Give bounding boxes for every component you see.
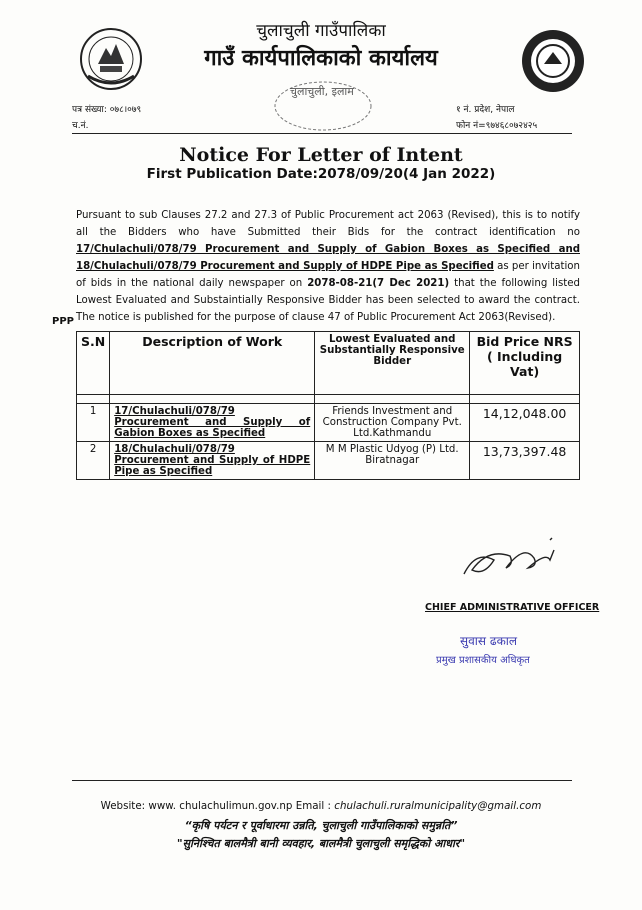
- org-name: चुलाचुली गाउँपालिका: [256, 21, 386, 41]
- row-bidder: M M Plastic Udyog (P) Ltd. Biratnagar: [315, 442, 470, 480]
- office-place: चुलाचुली, इलाम: [290, 85, 354, 98]
- office-name: गाउँ कार्यपालिकाको कार्यालय: [204, 46, 438, 71]
- signatory-title: प्रमुख प्रशासकीय अधिकृत: [436, 655, 530, 666]
- signature-image: [454, 530, 564, 586]
- invitation-date: 2078-08-21(7 Dec 2021): [307, 278, 450, 289]
- header-work: Description of Work: [110, 332, 315, 395]
- reference-number: च.नं.: [72, 121, 89, 131]
- province: १ नं. प्रदेश, नेपाल: [456, 105, 515, 115]
- notice-title: Notice For Letter of Intent: [179, 144, 463, 166]
- row-bidder: Friends Investment and Construction Company Pvt. Ltd.Kathmandu: [315, 404, 470, 442]
- row-work: 18/Chulachuli/078/79 Procurement and Supply of HDPE Pipe as Specified: [110, 442, 315, 480]
- footer-contact: [0, 800, 642, 812]
- margin-ppp: PPP: [52, 316, 74, 327]
- table-row: [77, 404, 580, 442]
- website-label: Website: www. chulachulimun.gov.np Email :: [100, 800, 335, 812]
- email-address: chulachuli.ruralmunicipality@gmail.com: [334, 800, 542, 812]
- paragraph-text-1: Pursuant to sub Clauses 27.2 and 27.3 of Public Procurement act 2063 (Revised), this is to notify all the Bidders who have Submitted their Bids for the contract identification no: [76, 210, 580, 238]
- header-divider: [72, 133, 572, 134]
- row-sn: 1: [77, 404, 110, 442]
- municipality-logo-icon: [520, 28, 586, 94]
- footer-divider: [72, 780, 572, 781]
- slogan-1: “कृषि पर्यटन र पूर्वाधारमा उन्नति, चुलाचुली गाउँपालिकाको समुन्नति”: [184, 819, 458, 832]
- header-bidder: Lowest Evaluated and Substantially Responsive Bidder: [315, 332, 470, 395]
- signatory-role: CHIEF ADMINISTRATIVE OFFICER: [425, 602, 600, 613]
- table-row: [77, 442, 580, 480]
- phone-number: फोन नं=९७४६८०७२४२५: [456, 121, 538, 131]
- row-sn: 2: [77, 442, 110, 480]
- row-work: 17/Chulachuli/078/79 Procurement and Supply of Gabion Boxes as Specified: [110, 404, 315, 442]
- table-spacer-row: [77, 395, 580, 404]
- notice-paragraph: [76, 207, 580, 326]
- slogan-2: "सुनिश्चित बालमैत्री बानी व्यवहार, बालमैत्री चुलाचुली समृद्धिको आधार": [176, 837, 466, 850]
- row-price: 14,12,048.00: [470, 404, 580, 442]
- publication-date: First Publication Date:2078/09/20(4 Jan 2022): [146, 166, 496, 182]
- paragraph-text-3: that the following listed Lowest Evaluated and Substaintially Responsive Bidder has been selected to award the contract. The notice is published for the purpose of clause 47 of Public Procurement Act 2063(Revised).: [76, 278, 580, 323]
- row-price: 13,73,397.48: [470, 442, 580, 480]
- table-header-row: [77, 332, 580, 395]
- letter-number: पत्र संख्या: ०७८।०७९: [72, 105, 142, 115]
- signatory-name: सुवास ढकाल: [460, 634, 518, 648]
- header-sn: S.N: [77, 332, 110, 395]
- paragraph-text-2: as per invitation of bids in the national daily newspaper on: [76, 261, 580, 289]
- header-price: Bid Price NRS ( Including Vat): [470, 332, 580, 395]
- contract-identification: 17/Chulachuli/078/79 Procurement and Supply of Gabion Boxes as Specified and 18/Chulachuli/078/79 Procurement and Supply of HDPE Pipe as Specified: [76, 244, 580, 272]
- bid-table: [76, 331, 580, 480]
